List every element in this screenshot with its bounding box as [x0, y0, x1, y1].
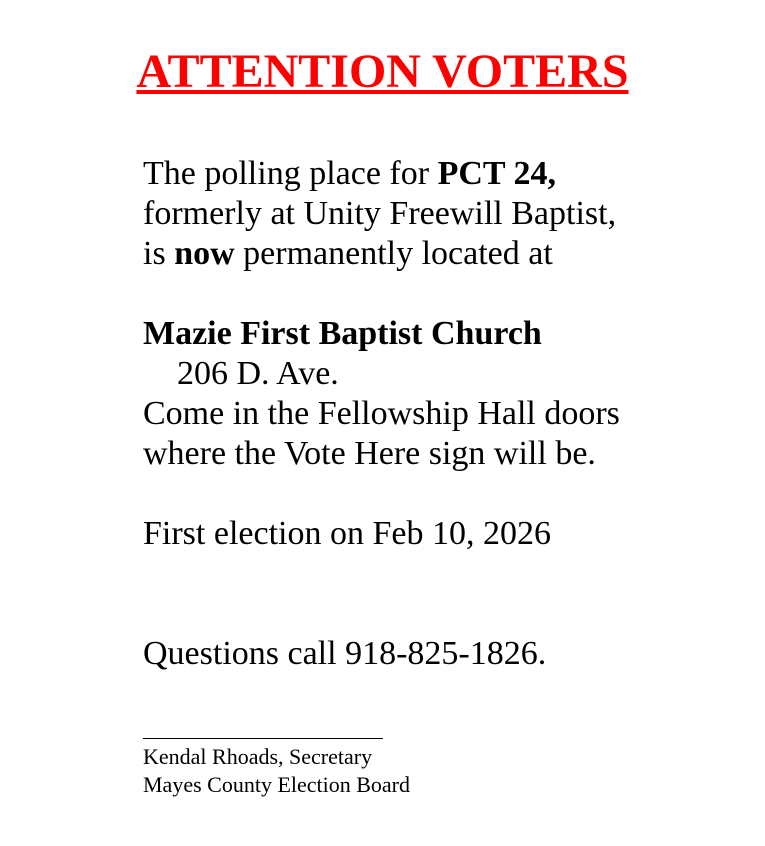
- direction-line-2: where the Vote Here sign will be.: [143, 435, 596, 472]
- signature-block: [143, 718, 410, 799]
- intro-line-2: formerly at Unity Freewill Baptist,: [143, 195, 617, 232]
- intro-line-1: [143, 154, 743, 194]
- questions-phone: Questions call 918-825-1826.: [143, 635, 547, 672]
- spacer: [143, 554, 743, 634]
- first-election: First election on Feb 10, 2026: [143, 515, 551, 552]
- headline: [0, 44, 765, 100]
- signature-line: [143, 718, 383, 739]
- now-emphasis: now: [174, 235, 235, 272]
- location-name: Mazie First Baptist Church: [143, 315, 542, 352]
- location-address: 206 D. Ave.: [177, 355, 339, 392]
- precinct-label: PCT 24,: [437, 155, 556, 192]
- signer-organization: Mayes County Election Board: [143, 772, 411, 797]
- intro-line-3-prefix: is: [143, 235, 175, 272]
- headline-text: ATTENTION VOTERS: [136, 45, 629, 98]
- notice-body: [143, 154, 743, 674]
- intro-line-1-text: The polling place for: [143, 155, 438, 192]
- spacer: [143, 474, 743, 514]
- signer-name-title: Kendal Rhoads, Secretary: [143, 744, 373, 769]
- intro-line-3-suffix: permanently located at: [234, 235, 553, 272]
- direction-line-1: Come in the Fellowship Hall doors: [143, 395, 620, 432]
- spacer: [143, 274, 743, 314]
- intro-line-3: [143, 234, 743, 274]
